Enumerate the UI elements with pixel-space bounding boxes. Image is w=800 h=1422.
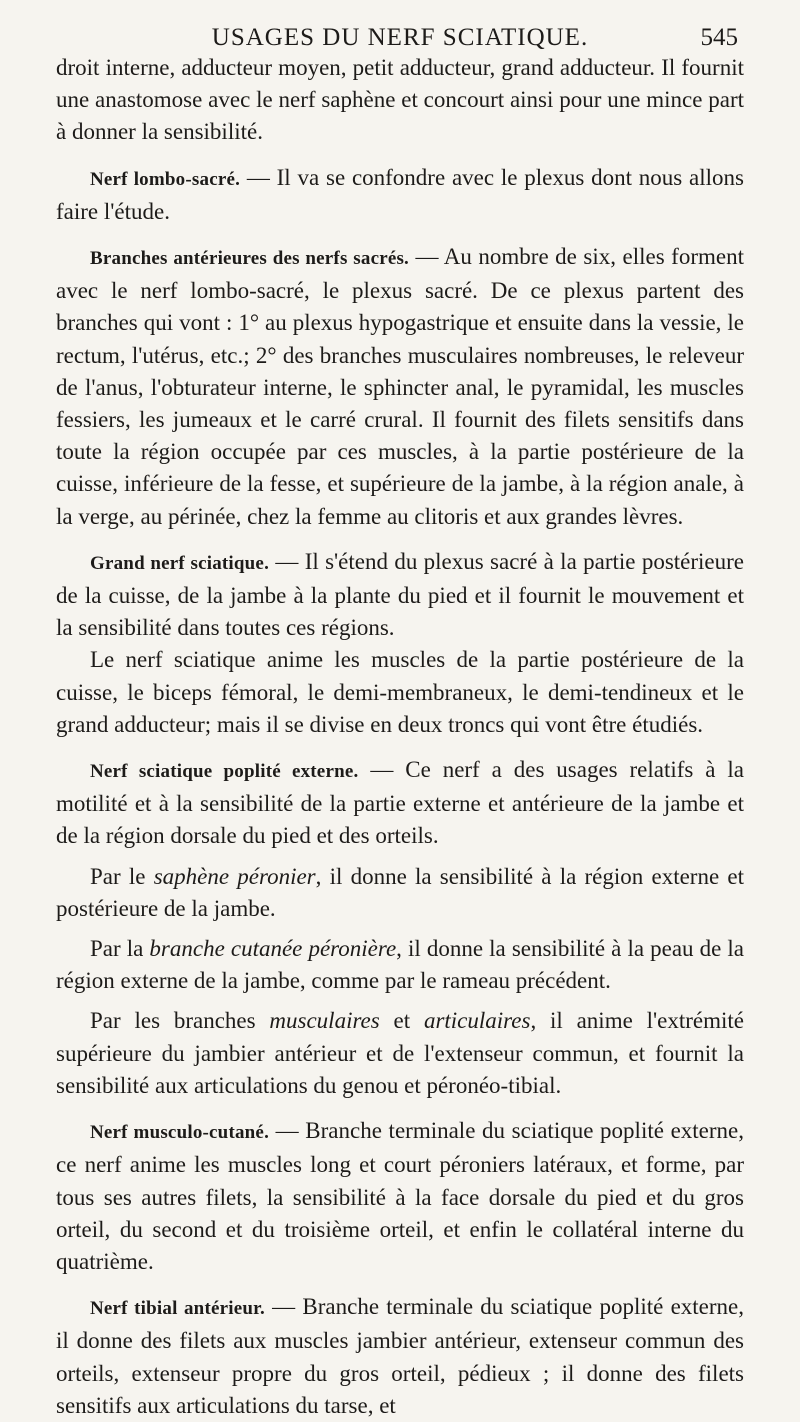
entry-grand-nerf-sciatique [56,546,744,645]
paragraph-term: articulaires [423,1008,531,1034]
paragraph-text-post: , il donne la sensibilité à la peau de la région externe de la jambe, comme par le rameau précédent. [56,936,745,994]
entry-heading: Grand nerf sciatique. [90,552,270,574]
entry-heading: Nerf sciatique poplité externe. [90,761,359,783]
entry-branches-anterieures [56,241,744,533]
entry-text: — Ce nerf a des usages relatifs à la motilité et à la sensibilité de la partie externe et antérieure de la jambe et de la région dorsale du pied et des orteils. [56,757,744,849]
paragraph-text: droit interne, adducteur moyen, petit adducteur, grand adducteur. Il fournit une anastomose avec le nerf saphène et concourt ainsi pour une mince part à donner la sensibilité. [56,55,744,145]
entry-text: — Branche terminale du sciatique poplité externe, il donne des filets aux muscles jambier antérieur, extenseur commun des orteils, extenseur propre du gros orteil, pédieux ; il donne des filets sensitifs aux articulations du tarse, et [56,1294,744,1418]
paragraph-term: saphène péronier [153,863,316,889]
paragraph-text-pre: Par la [90,936,150,962]
entry-text: — Il va se confondre avec le plexus dont nous allons faire l'étude. [56,164,744,224]
entry-heading: Nerf musculo-cutané. [90,1122,270,1144]
entry-heading: Nerf tibial antérieur. [90,1298,265,1320]
paragraph-branche-cutanee [56,933,744,997]
paragraph-text-post: , il anime l'extrémité supérieure du jambier antérieur et de l'extenseur commun, et fournit la sensibilité aux articulations du genou et péronéo-tibial. [56,1008,744,1098]
entry-text: — Branche terminale du sciatique poplité externe, ce nerf anime les muscles long et court péroniers latéraux, et forme, par tous ses autres filets, la sensibilité à la face dorsale du pied et du gros orteil, du second et du troisième orteil, et enfin le collatéral interne du quatrième. [56,1118,744,1274]
page-number: 545 [700,24,738,51]
entry-tibial-anterieur [56,1291,744,1422]
paragraph-text-pre: Par les branches [90,1008,270,1034]
paragraph-term: branche cutanée péronière [149,936,397,962]
entry-heading: Nerf lombo-sacré. [90,168,241,190]
paragraph-text: Le nerf sciatique anime les muscles de la partie postérieure de la cuisse, le biceps fémoral, le demi-membraneux, le demi-tendineux et le grand adducteur; mais il se divise en deux troncs qui vont être étudiés. [56,647,744,737]
entry-musculo-cutane [56,1115,744,1278]
body-text [56,52,744,1422]
running-head [56,12,744,52]
entry-lombo-sacre [56,162,744,228]
entry-sciatique-poplite-externe [56,754,744,853]
paragraph-text-pre: Par le [90,863,154,889]
entry-text: — Au nombre de six, elles forment avec le nerf lombo-sacré, le plexus sacré. De ce plexus partent des branches qui vont : 1° au plexus hypogastrique et ensuite dans la vessie, le rectum, l'utérus, etc.; 2° des branches musculaires nombreuses, le releveur de l'anus, l'obturateur interne, le sphincter anal, le pyramidal, les muscles fessiers, les jumeaux et le carré crural. Il fournit des filets sensitifs dans toute la région occupée par ces muscles, à la partie postérieure de la cuisse, inférieure de la fesse, et supérieure de la jambe, à la région anale, à la verge, au périnée, chez la femme au clitoris et aux grandes lèvres. [56,244,744,529]
entry-heading: Branches antérieures des nerfs sacrés. [90,248,410,270]
paragraph-text-post: , il donne la sensibilité à la région externe et postérieure de la jambe. [56,863,744,921]
paragraph-term: musculaires [269,1008,380,1034]
paragraph-saphene-peronier [56,861,744,925]
running-title: USAGES DU NERF SCIATIQUE. [211,24,589,51]
paragraph-nerf-sciatique-anime [56,644,744,741]
paragraph-text-mid: et [379,1008,424,1034]
paragraph-branches-musculaires [56,1005,744,1102]
entry-text: — Il s'étend du plexus sacré à la partie postérieure de la cuisse, de la jambe à la plante du pied et il fournit le mouvement et la sensibilité dans toutes ces régions. [56,548,744,641]
paragraph-continuation [56,52,744,149]
